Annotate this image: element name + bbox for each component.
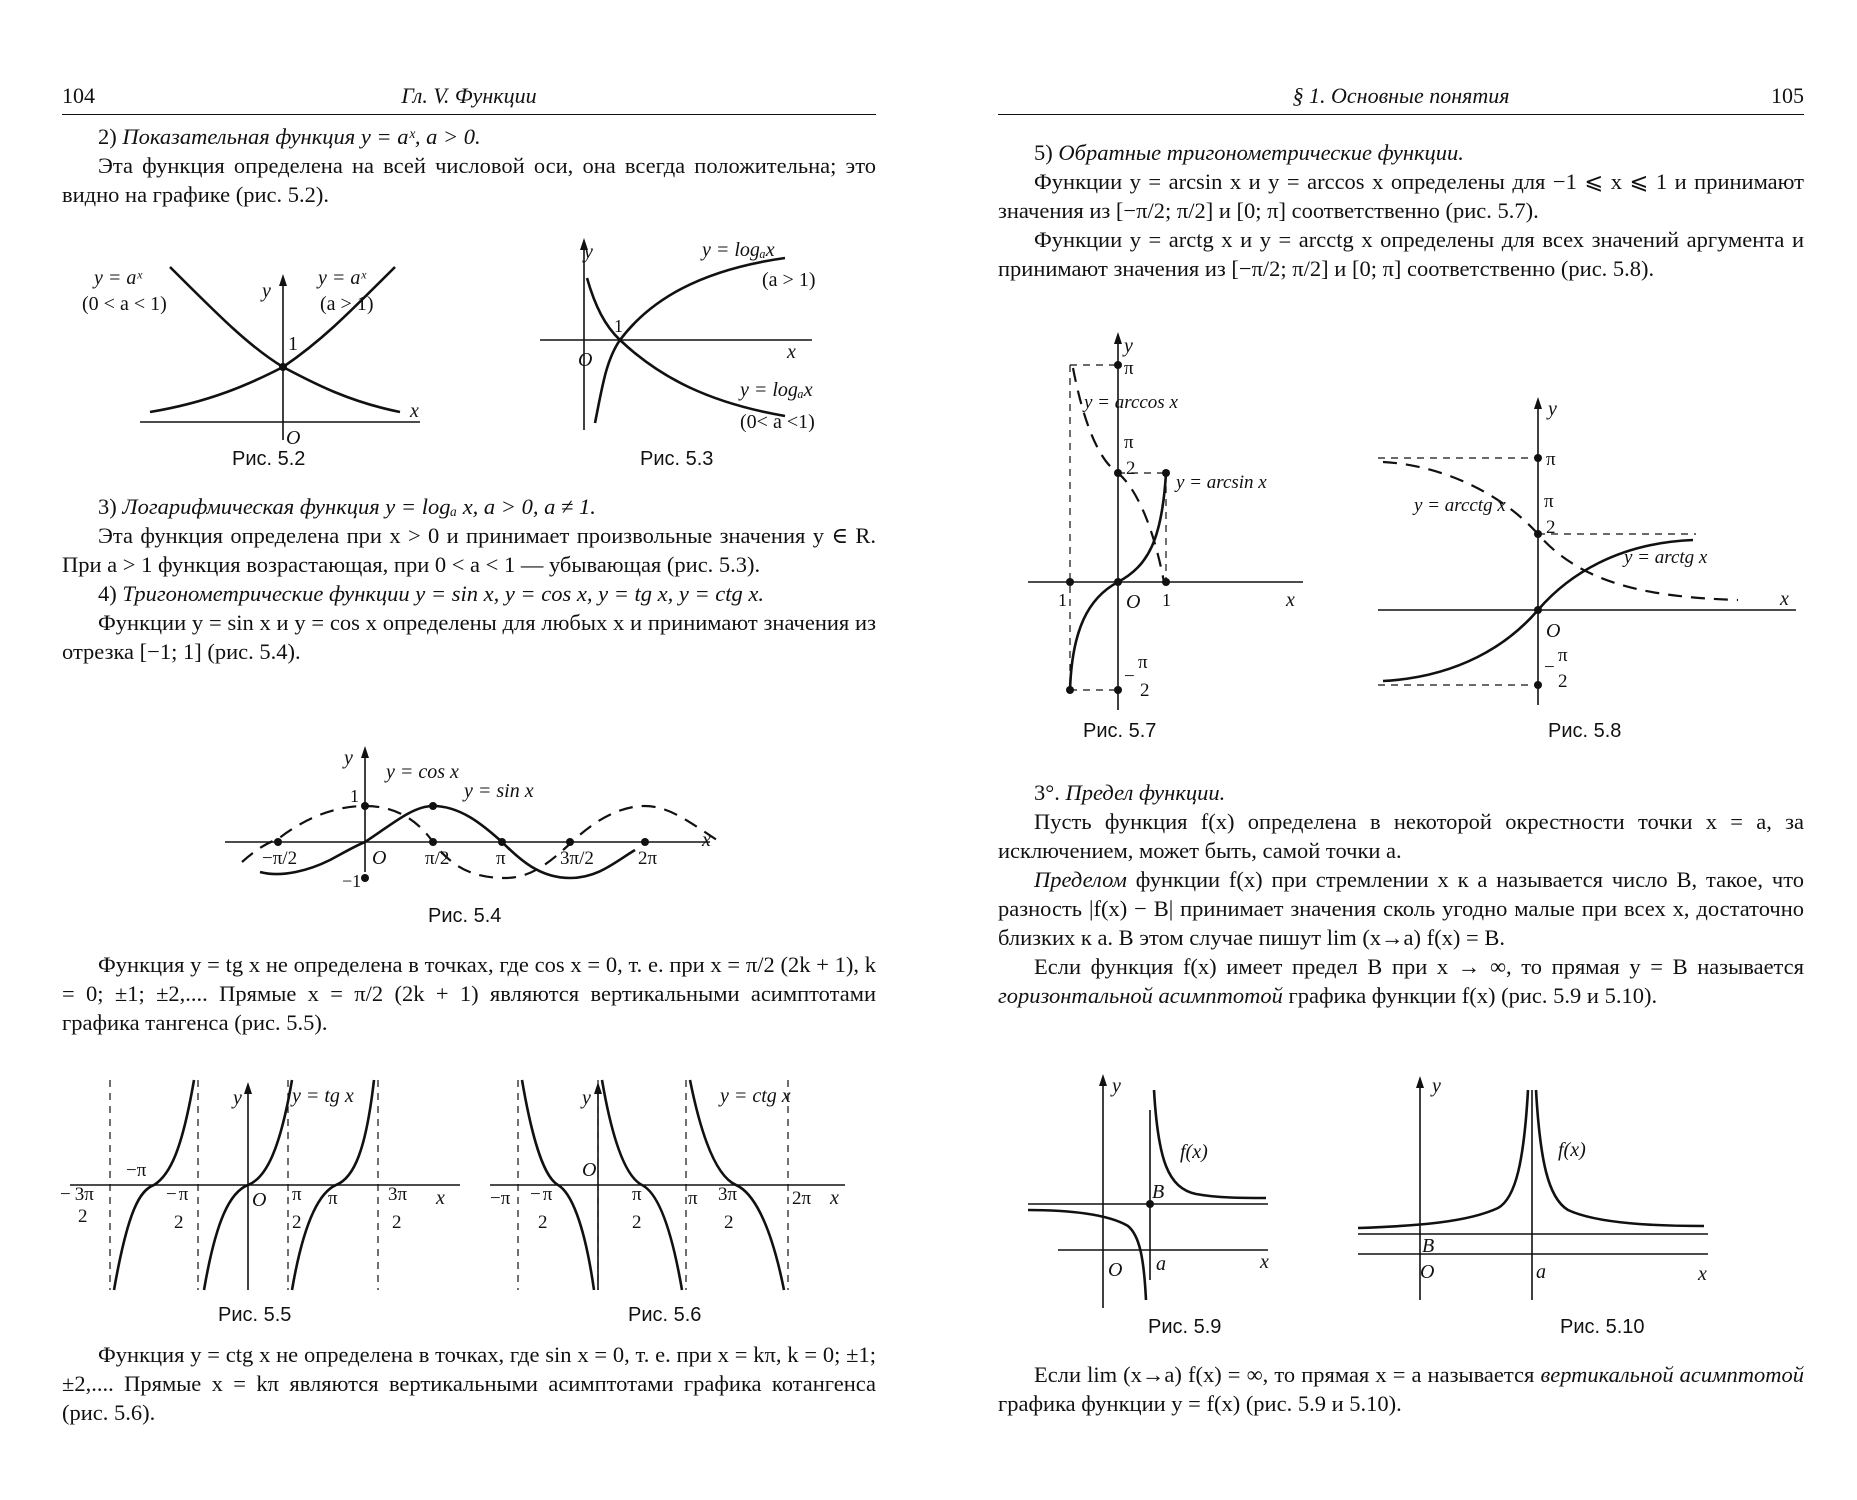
item5-label: 5) xyxy=(1034,140,1059,165)
origin-label: O xyxy=(1126,591,1141,613)
caption-5-8: Рис. 5.8 xyxy=(1548,720,1622,742)
tick-neg-pi-2-bottom: 2 xyxy=(1558,671,1568,692)
tick-pi-2-top: π xyxy=(632,1184,642,1205)
tick-pi-2-top: π xyxy=(1544,491,1554,512)
point-0-neg-pi-2 xyxy=(1114,686,1122,694)
b-label: B xyxy=(1152,1181,1165,1203)
right-page xyxy=(928,0,1857,1500)
x-label: x xyxy=(1698,1263,1707,1285)
tg-text: Функция y = tg x не определена в точках, где cos x = 0, т. е. при x = π/2 (2k + 1), k = 0; ±1; ±2,.... Прямые x = π/2 (2k + 1) являются вертикальными асимптотами графика тангенса (рис. 5.5). xyxy=(62,952,876,1035)
label-right-cond: (a > 1) xyxy=(320,293,374,315)
tick-pi-2-bottom: 2 xyxy=(292,1212,302,1233)
sec3-label: 3°. xyxy=(1034,780,1066,805)
tick-neg-pi-2-top: π xyxy=(1558,645,1568,666)
one-label: 1 xyxy=(350,786,359,806)
point-neg1-0 xyxy=(1066,578,1074,586)
y-arrow-icon xyxy=(1534,397,1542,409)
x-label: x xyxy=(830,1187,839,1209)
figure-5-3 xyxy=(540,238,870,448)
tick-3pi-2-bottom: 2 xyxy=(392,1212,402,1233)
tick-neg-pi-2-minus: − xyxy=(1124,666,1135,687)
y-label: y xyxy=(584,241,593,263)
item4-title: Тригонометрические функции y = sin x, y = cos x, y = tg x, y = ctg x. xyxy=(122,581,765,606)
tick-pi: π xyxy=(688,1188,698,1209)
item5-text-2: Функции y = arctg x и y = arcctg x определены для всех значений аргумента и принимают значения из [−π/2; π/2] и [0; π] соответственно (рис. 5.8). xyxy=(998,227,1804,281)
tick-pi: π xyxy=(1546,449,1556,470)
item2-title: Показательная функция y = aˣ, a > 0. xyxy=(122,124,481,149)
sec3-text-1: Пусть функция f(x) определена в некоторой окрестности точки x = a, за исключением, может быть, самой точки a. xyxy=(998,809,1804,863)
tick-1: 1 xyxy=(1162,590,1171,610)
caption-5-7: Рис. 5.7 xyxy=(1083,720,1157,742)
one-label: 1 xyxy=(288,333,298,355)
origin-label: O xyxy=(372,847,387,869)
tick-neg-pi-2-bottom: 2 xyxy=(174,1212,184,1233)
caption-5-4: Рис. 5.4 xyxy=(428,905,502,927)
x-label: x xyxy=(1286,589,1295,611)
point-neg-pi-2 xyxy=(274,838,282,846)
section-exponential xyxy=(62,122,876,209)
point-0-neg-pi-2 xyxy=(1534,681,1542,689)
label-arccos: y = arccos x xyxy=(1084,392,1178,413)
point-1-0 xyxy=(1162,578,1170,586)
tick-neg-pi-2-minus: − xyxy=(1544,657,1555,678)
tick-neg-pi: −π xyxy=(490,1188,511,1209)
section-inverse-trig xyxy=(998,138,1804,283)
item5-text-1: Функции y = arcsin x и y = arccos x определены для −1 ⩽ x ⩽ 1 и принимают значения из [−π/2; π/2] и [0; π] соответственно (рис. 5.7). xyxy=(998,169,1804,223)
item5-title: Обратные тригонометрические функции. xyxy=(1058,140,1464,165)
left-page xyxy=(0,0,928,1500)
figure-5-9 xyxy=(1028,1070,1288,1310)
x-label: x xyxy=(410,400,419,422)
origin-label: O xyxy=(1546,620,1561,642)
item4-label: 4) xyxy=(98,581,123,606)
item2-label: 2) xyxy=(98,124,123,149)
a-label: a xyxy=(1156,1253,1166,1275)
point-0-neg1 xyxy=(361,874,369,882)
figure-5-2 xyxy=(82,262,440,452)
running-title-left: Гл. V. Функции xyxy=(401,83,537,108)
label-cos: y = cos x xyxy=(386,761,459,783)
section-logarithmic-trig xyxy=(62,492,876,666)
sec3-term: Пределом xyxy=(1034,867,1127,892)
point-neg1-neg-pi-2 xyxy=(1066,686,1074,694)
label-arcsin: y = arcsin x xyxy=(1176,472,1267,493)
point-0-1 xyxy=(279,363,287,371)
fx-label: f(x) xyxy=(1558,1139,1586,1161)
vertical-asymptote-paragraph xyxy=(998,1360,1804,1418)
label-log-bottom-cond: (0< a <1) xyxy=(740,411,815,433)
ctg-text: Функция y = ctg x не определена в точках, где sin x = 0, т. е. при x = kπ, k = 0; ±1; ±2,.... Прямые x = kπ являются вертикальными асимптотами графика котангенса (рис. 5.6). xyxy=(62,1342,876,1425)
fx-label: f(x) xyxy=(1180,1141,1208,1163)
point-0-pi xyxy=(1114,361,1122,369)
tick-neg-pi-2-bottom: 2 xyxy=(1140,680,1150,701)
x-label: x xyxy=(702,829,711,851)
item3-label: 3) xyxy=(98,494,123,519)
tick-2pi: 2π xyxy=(792,1188,812,1209)
fx-branch-left xyxy=(1028,1210,1146,1300)
tick-neg-pi-2-bottom: 2 xyxy=(538,1212,548,1233)
y-label: y xyxy=(262,280,271,302)
figure-5-4 xyxy=(220,742,730,912)
x-label: x xyxy=(787,341,796,363)
left-page-header xyxy=(62,82,876,115)
y-label: y xyxy=(1432,1075,1441,1097)
point-0-pi xyxy=(1534,454,1542,462)
x-label: x xyxy=(1260,1251,1269,1273)
sec3-text-4a: Если lim (x→a) f(x) = ∞, то прямая x = a называется xyxy=(1034,1362,1541,1387)
tick-neg-pi-2-top: − π xyxy=(166,1184,189,1205)
page-number-left: 104 xyxy=(62,83,95,108)
caption-5-5: Рис. 5.5 xyxy=(218,1304,292,1326)
tick-neg1: 1 xyxy=(1058,590,1067,610)
y-arrow-icon xyxy=(1416,1076,1424,1088)
item3-text: Эта функция определена при x > 0 и принимает произвольные значения y ∈ R. При a > 1 функция возрастающая, при 0 < a < 1 — убывающая (рис. 5.3). xyxy=(62,523,876,577)
cotangent-paragraph xyxy=(62,1340,876,1427)
tick-pi: π xyxy=(328,1188,338,1209)
fx-branch-left xyxy=(1358,1090,1528,1228)
label-arctg: y = arctg x xyxy=(1624,547,1708,568)
label-log-top-cond: (a > 1) xyxy=(762,269,816,291)
tick-neg-pi-2-top: π xyxy=(1138,652,1148,673)
figure-5-8 xyxy=(1378,395,1808,705)
page-number-right: 105 xyxy=(1771,83,1804,108)
figure-5-6 xyxy=(490,1080,870,1290)
caption-5-2: Рис. 5.2 xyxy=(232,448,306,470)
y-arrow-icon xyxy=(1114,332,1122,344)
origin-label: O xyxy=(578,349,593,371)
origin-label: O xyxy=(286,427,301,449)
sec3-text-2: функции f(x) при стремлении x к a называется число B, такое, что разность |f(x) − B| принимает значения сколь угодно малые при всех x, достаточно близких к a. В этом случае пишут lim (x→a) f(x) = B. xyxy=(998,867,1804,950)
sec3-text-3a: Если функция f(x) имеет предел B при x → ∞, то прямая y = B называется xyxy=(1034,954,1804,979)
section-limit xyxy=(998,778,1804,1010)
y-label: y xyxy=(582,1087,591,1109)
origin-label: O xyxy=(1108,1259,1123,1281)
label-sin: y = sin x xyxy=(464,780,534,802)
tick-neg-3pi-2-bottom: 2 xyxy=(78,1206,88,1227)
point-2pi xyxy=(641,838,649,846)
y-label: y xyxy=(344,747,353,769)
tick-neg-pi-2: −π/2 xyxy=(262,848,298,869)
tick-neg-pi-2-top: − π xyxy=(530,1184,553,1205)
origin-label: O xyxy=(252,1189,267,1211)
y-label: y xyxy=(1112,1075,1121,1097)
origin-label: O xyxy=(1420,1261,1435,1283)
sec3-title: Предел функции. xyxy=(1065,780,1226,805)
figure-5-10 xyxy=(1358,1070,1718,1310)
fx-branch-right xyxy=(1154,1090,1266,1198)
point-pi-2-max xyxy=(429,802,437,810)
a-label: a xyxy=(1536,1261,1546,1283)
label-right-curve: y = aˣ xyxy=(318,267,367,289)
label-ctg: y = ctg x xyxy=(720,1085,791,1107)
sec3-text-3b: графика функции f(x) (рис. 5.9 и 5.10). xyxy=(1282,983,1658,1008)
sec3-term-3: вертикальной асимптотой xyxy=(1540,1362,1805,1387)
point-0-pi-2 xyxy=(1534,530,1542,538)
point-pi-2 xyxy=(429,838,437,846)
point-0-pi-2 xyxy=(1114,469,1122,477)
x-label: x xyxy=(436,1187,445,1209)
item4-text: Функции y = sin x и y = cos x определены для любых x и принимают значения из отрезка [−1; 1] (рис. 5.4). xyxy=(62,610,876,664)
label-left-cond: (0 < a < 1) xyxy=(82,293,167,315)
tick-3pi-2: 3π/2 xyxy=(560,848,594,869)
sec3-term-2: горизонтальной асимптотой xyxy=(998,983,1283,1008)
caption-5-6: Рис. 5.6 xyxy=(628,1304,702,1326)
point-pi xyxy=(498,838,506,846)
tick-pi-2-bottom: 2 xyxy=(1546,517,1556,538)
y-arrow-icon xyxy=(361,746,369,758)
tick-pi-2: π/2 xyxy=(425,848,450,869)
right-page-header xyxy=(998,82,1804,115)
caption-5-3: Рис. 5.3 xyxy=(640,448,714,470)
tick-3pi-2-top: 3π xyxy=(388,1184,408,1205)
tick-pi-2-top: π xyxy=(1124,432,1134,453)
figure-5-7 xyxy=(1028,330,1328,710)
point-origin xyxy=(1114,578,1122,586)
arcctg-curve xyxy=(1383,462,1738,600)
minus-one-label: −1 xyxy=(342,871,362,891)
b-label: B xyxy=(1422,1235,1435,1257)
y-label: y xyxy=(1124,335,1133,357)
y-label: y xyxy=(233,1087,242,1109)
item2-text: Эта функция определена на всей числовой оси, она всегда положительна; это видно на графике (рис. 5.2). xyxy=(62,153,876,207)
tick-3pi-2-bottom: 2 xyxy=(724,1212,734,1233)
tick-pi-2-top: π xyxy=(292,1184,302,1205)
label-log-bottom: y = logₐx xyxy=(740,379,813,401)
point-origin xyxy=(1534,606,1542,614)
y-arrow-icon xyxy=(244,1082,252,1094)
label-left-curve: y = aˣ xyxy=(94,267,143,289)
one-label: 1 xyxy=(614,316,623,336)
tick-neg-pi: −π xyxy=(126,1160,147,1181)
x-label: x xyxy=(1780,588,1789,610)
tick-pi-2-bottom: 2 xyxy=(1126,458,1136,479)
figure-5-5 xyxy=(60,1080,470,1290)
caption-5-9: Рис. 5.9 xyxy=(1148,1316,1222,1338)
label-arcctg: y = arcctg x xyxy=(1414,495,1506,516)
point-1-pi-2 xyxy=(1162,469,1170,477)
y-arrow-icon xyxy=(1099,1074,1107,1086)
tick-2pi: 2π xyxy=(638,848,658,869)
tick-neg-3pi-2-top: − 3π xyxy=(60,1184,94,1205)
caption-5-10: Рис. 5.10 xyxy=(1560,1316,1645,1338)
tick-3pi-2-top: 3π xyxy=(718,1184,738,1205)
label-tg: y = tg x xyxy=(292,1085,354,1107)
point-3pi-2 xyxy=(566,838,574,846)
tangent-paragraph xyxy=(62,950,876,1037)
y-arrow-icon xyxy=(279,274,287,286)
tick-pi: π xyxy=(496,848,506,869)
point-0-1 xyxy=(361,802,369,810)
origin-label: O xyxy=(582,1159,597,1181)
tick-pi-2-bottom: 2 xyxy=(632,1212,642,1233)
label-log-top: y = logₐx xyxy=(702,239,775,261)
y-label: y xyxy=(1548,398,1557,420)
item3-title: Логарифмическая функция y = logₐ x, a > 0, a ≠ 1. xyxy=(122,494,596,519)
tick-pi: π xyxy=(1124,358,1134,379)
running-title-right: § 1. Основные понятия xyxy=(1292,83,1510,108)
sec3-text-4b: графика функции y = f(x) (рис. 5.9 и 5.10). xyxy=(998,1391,1402,1416)
